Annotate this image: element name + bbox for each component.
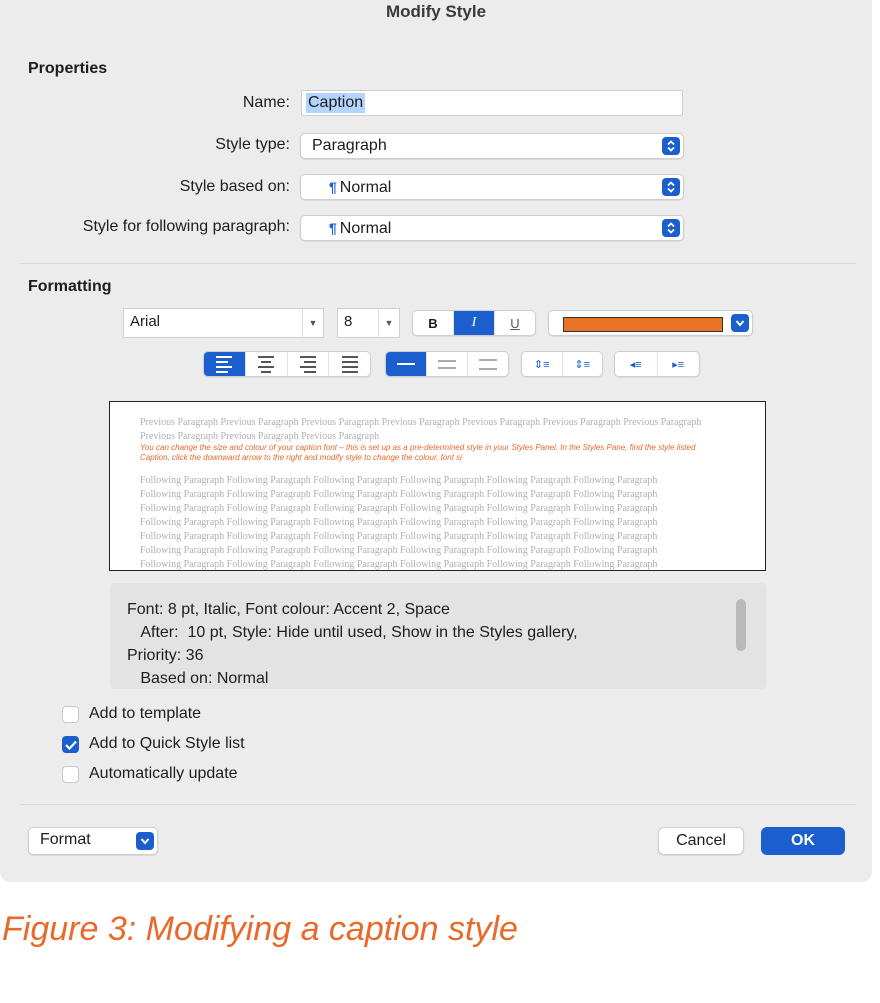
description-scrollbar[interactable]	[736, 599, 746, 651]
pilcrow-icon: ¶	[329, 179, 337, 195]
preview-following-text: Following Paragraph Following Paragraph Following Paragraph Following Paragraph Following Paragraph Following Paragraph	[140, 503, 658, 514]
font-value: Arial	[130, 313, 161, 330]
dialog-title: Modify Style	[385, 2, 487, 21]
auto-update-option[interactable]	[62, 764, 238, 784]
size-value: 8	[344, 313, 353, 330]
preview-following-text: Following Paragraph Following Paragraph Following Paragraph Following Paragraph Following Paragraph Following Paragraph	[140, 559, 658, 570]
line-spacing-group	[385, 351, 509, 377]
preview-following-text: Following Paragraph Following Paragraph Following Paragraph Following Paragraph Following Paragraph Following Paragraph	[140, 545, 658, 556]
dropdown-arrow-icon[interactable]: ▼	[302, 309, 323, 337]
chevron-updown-icon	[662, 137, 680, 155]
chevron-down-icon	[136, 832, 154, 850]
auto-update-checkbox[interactable]	[62, 766, 79, 783]
following-label: Style for following paragraph:	[82, 218, 290, 235]
add-to-quick-style-option[interactable]	[62, 734, 245, 754]
one-half-spacing-button[interactable]	[427, 352, 468, 376]
cancel-button[interactable]: Cancel	[658, 827, 744, 855]
checkmark-icon	[65, 740, 77, 750]
properties-heading: Properties	[28, 60, 108, 77]
auto-update-label: Automatically update	[89, 765, 238, 782]
increase-indent-icon[interactable]: ▸≡	[672, 358, 685, 371]
style-type-label: Style type:	[215, 136, 290, 153]
preview-following-text: Following Paragraph Following Paragraph Following Paragraph Following Paragraph Following Paragraph Following Paragraph	[140, 489, 658, 500]
format-popup[interactable]	[28, 827, 158, 855]
add-to-quick-style-label: Add to Quick Style list	[89, 735, 245, 752]
space-before-icon[interactable]: ⇕≡	[522, 352, 563, 376]
preview-sample-text: You can change the size and colour of your caption font – this is set up as a pre-determined style in your Styles Panel. In the Styles Pane, find the style listed Caption, click the downward arrow to the right and modify style to change the colour, font si	[140, 443, 696, 462]
based-on-value: Normal	[339, 179, 392, 196]
style-type-popup[interactable]	[300, 133, 684, 159]
add-to-template-label: Add to template	[89, 705, 202, 722]
align-center-button[interactable]	[246, 352, 288, 376]
name-field[interactable]	[301, 90, 683, 116]
italic-button[interactable]: I	[454, 311, 495, 335]
footer-divider	[20, 804, 856, 805]
based-on-popup[interactable]	[300, 174, 684, 200]
single-spacing-button[interactable]	[386, 352, 427, 376]
paragraph-spacing-group	[521, 351, 603, 377]
add-to-template-checkbox[interactable]	[62, 706, 79, 723]
pilcrow-icon: ¶	[329, 220, 337, 236]
section-divider	[20, 263, 856, 264]
align-right-button[interactable]	[288, 352, 330, 376]
chevron-down-icon	[731, 314, 749, 332]
name-label: Name:	[242, 94, 290, 111]
justify-button[interactable]	[329, 352, 370, 376]
decrease-indent-icon[interactable]: ◂≡	[615, 352, 658, 376]
underline-button[interactable]: U	[510, 315, 520, 331]
chevron-updown-icon	[662, 178, 680, 196]
font-combo[interactable]	[123, 308, 324, 338]
style-preview	[109, 401, 766, 571]
style-description[interactable]	[110, 583, 766, 689]
following-value: Normal	[339, 220, 392, 237]
style-type-value: Paragraph	[312, 137, 387, 154]
preview-following-text: Following Paragraph Following Paragraph Following Paragraph Following Paragraph Following Paragraph Following Paragraph	[140, 517, 658, 528]
size-combo[interactable]	[337, 308, 400, 338]
preview-following-text: Following Paragraph Following Paragraph Following Paragraph Following Paragraph Following Paragraph Following Paragraph	[140, 531, 658, 542]
preview-following-text: Following Paragraph Following Paragraph Following Paragraph Following Paragraph Following Paragraph Following Paragraph	[140, 475, 658, 486]
name-field-value: Caption	[308, 94, 364, 111]
style-description-text: Font: 8 pt, Italic, Font colour: Accent 2, Space After: 10 pt, Style: Hide until used, Show in the Styles gallery, Priority: 36 Based on: Normal	[127, 601, 578, 687]
figure-caption: Figure 3: Modifying a caption style	[2, 910, 518, 948]
preview-previous-text: Previous Paragraph Previous Paragraph Previous Paragraph Previous Paragraph Previous Paragraph Previous Paragraph Previous Paragraph Previous Paragraph Previous Paragraph Previous Paragraph	[140, 417, 702, 442]
add-to-template-option[interactable]	[62, 704, 201, 724]
formatting-heading: Formatting	[28, 278, 112, 295]
font-color-swatch	[563, 317, 723, 332]
following-popup[interactable]	[300, 215, 684, 241]
bold-button[interactable]: B	[413, 311, 454, 335]
chevron-updown-icon	[662, 219, 680, 237]
based-on-label: Style based on:	[179, 178, 290, 195]
format-label: Format	[40, 831, 91, 848]
dropdown-arrow-icon[interactable]: ▼	[378, 309, 399, 337]
align-left-button[interactable]	[204, 352, 246, 376]
double-spacing-button[interactable]	[468, 352, 508, 376]
ok-button[interactable]: OK	[761, 827, 845, 855]
font-color-popup[interactable]	[548, 310, 753, 336]
indent-group	[614, 351, 700, 377]
space-after-icon[interactable]: ⇕≡	[574, 358, 591, 371]
alignment-group	[203, 351, 371, 377]
add-to-quick-style-checkbox[interactable]	[62, 736, 79, 753]
font-style-group	[412, 310, 536, 336]
